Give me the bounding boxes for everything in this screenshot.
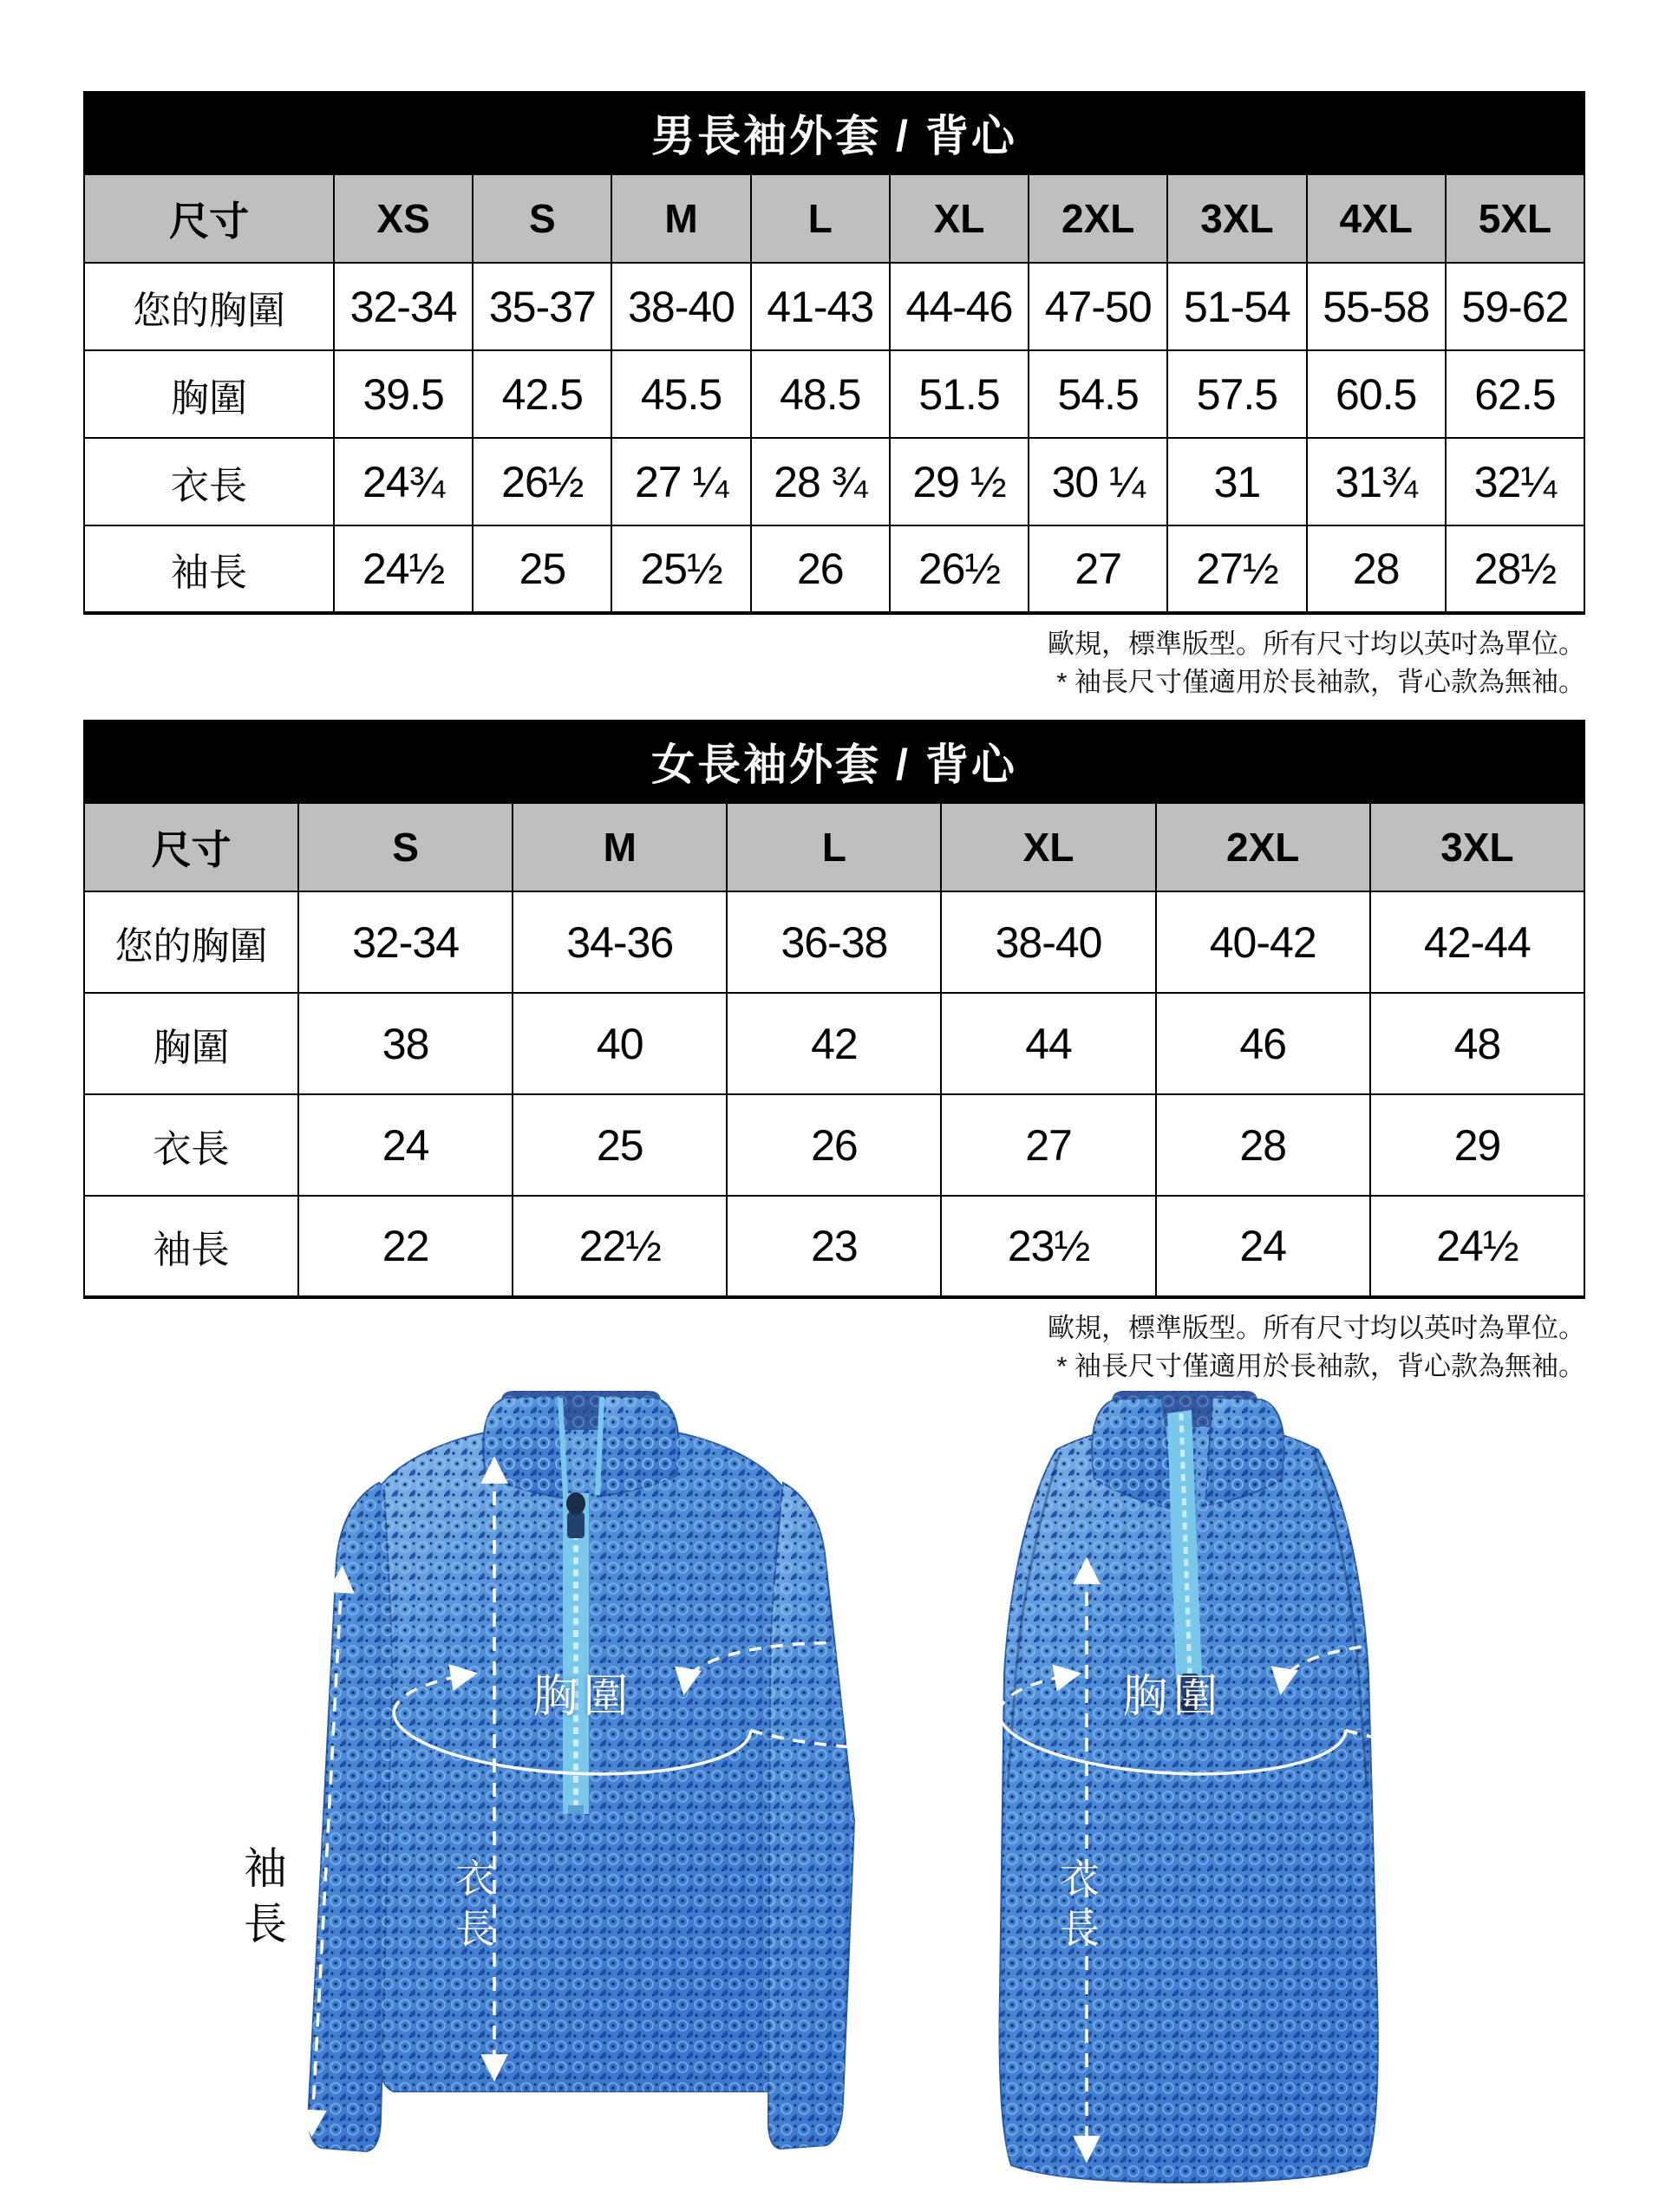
corner-header-cell: 尺寸 — [84, 803, 298, 891]
measurement-value-cell: 51-54 — [1167, 263, 1306, 350]
row-label-cell: 胸圍 — [84, 993, 298, 1094]
measurement-value-cell: 44 — [941, 993, 1155, 1094]
measurement-value-cell: 39.5 — [334, 350, 473, 438]
measurement-value-cell: 38-40 — [611, 263, 750, 350]
length-measure-label: 衣長 — [450, 1857, 495, 1958]
measurement-value-cell: 28 — [1307, 525, 1446, 613]
measurement-value-cell: 23 — [727, 1196, 941, 1297]
measurement-value-cell: 28½ — [1446, 525, 1584, 613]
size-header-cell: 5XL — [1446, 174, 1584, 263]
measurement-value-cell: 38 — [298, 993, 513, 1094]
measurement-value-cell: 26½ — [890, 525, 1029, 613]
measurement-value-cell: 38-40 — [941, 891, 1155, 993]
measurement-value-cell: 24¾ — [334, 438, 473, 525]
measurement-value-cell: 28 — [1156, 1094, 1370, 1196]
zipper — [563, 1492, 589, 1814]
measurement-value-cell: 24 — [298, 1094, 513, 1196]
womens-size-table — [83, 802, 1585, 1299]
row-label-cell: 胸圍 — [84, 350, 334, 438]
measurement-value-cell: 26 — [727, 1094, 941, 1196]
mens-table-title: 男長袖外套 / 背心 — [83, 91, 1585, 173]
measurement-value-cell: 31 — [1167, 438, 1306, 525]
size-header-cell: 4XL — [1307, 174, 1446, 263]
length-measure-label: 衣長 — [1055, 1857, 1100, 1958]
chest-measure-label: 胸圍 — [1122, 1672, 1224, 1722]
size-header-cell: S — [298, 803, 513, 891]
footnote-line-sleeve: * 袖長尺寸僅適用於長袖款，背心款為無袖。 — [1056, 1351, 1585, 1381]
size-header-cell: M — [611, 174, 750, 263]
measurement-value-cell: 26 — [751, 525, 890, 613]
measurement-row — [84, 263, 1584, 350]
measurement-value-cell: 32¼ — [1446, 438, 1584, 525]
mens-size-section — [83, 91, 1585, 701]
measurement-value-cell: 44-46 — [890, 263, 1029, 350]
measurement-row — [84, 438, 1584, 525]
measurement-value-cell: 51.5 — [890, 350, 1029, 438]
measurement-value-cell: 54.5 — [1029, 350, 1167, 438]
measurement-value-cell: 45.5 — [611, 350, 750, 438]
measurement-value-cell: 42.5 — [473, 350, 611, 438]
measurement-value-cell: 25½ — [611, 525, 750, 613]
size-header-cell: M — [513, 803, 727, 891]
measurement-value-cell: 27 — [1029, 525, 1167, 613]
measurement-value-cell: 42 — [727, 993, 941, 1094]
measurement-value-cell: 24½ — [1370, 1196, 1584, 1297]
measurement-value-cell: 24½ — [334, 525, 473, 613]
measurement-value-cell: 28 ¾ — [751, 438, 890, 525]
measurement-value-cell: 32-34 — [334, 263, 473, 350]
measurement-value-cell: 41-43 — [751, 263, 890, 350]
size-header-cell: 2XL — [1156, 803, 1370, 891]
mens-footnote — [83, 625, 1585, 701]
measurement-row — [84, 350, 1584, 438]
measurement-value-cell: 31¾ — [1307, 438, 1446, 525]
size-header-cell: 2XL — [1029, 174, 1167, 263]
measurement-value-cell: 29 ½ — [890, 438, 1029, 525]
row-label-cell: 您的胸圍 — [84, 891, 298, 993]
footnote-line-units: 歐規，標準版型。所有尺寸均以英吋為單位。 — [1048, 1313, 1585, 1343]
measurement-value-cell: 22 — [298, 1196, 513, 1297]
womens-footnote — [83, 1309, 1585, 1386]
measurement-value-cell: 25 — [513, 1094, 727, 1196]
measurement-value-cell: 57.5 — [1167, 350, 1306, 438]
measurement-value-cell: 55-58 — [1307, 263, 1446, 350]
mens-jacket-illustration — [286, 1377, 876, 2202]
chest-measure-label: 胸圍 — [532, 1672, 634, 1722]
zipper-pull — [566, 1492, 585, 1515]
footnote-line-units: 歐規，標準版型。所有尺寸均以英吋為單位。 — [1048, 629, 1585, 659]
size-header-cell: 3XL — [1167, 174, 1306, 263]
measurement-value-cell: 59-62 — [1446, 263, 1584, 350]
row-label-cell: 袖長 — [84, 525, 334, 613]
zipper-pull — [1181, 1694, 1199, 1715]
measurement-value-cell: 24 — [1156, 1196, 1370, 1297]
footnote-line-sleeve: * 袖長尺寸僅適用於長袖款，背心款為無袖。 — [1056, 667, 1585, 697]
measurement-value-cell: 40-42 — [1156, 891, 1370, 993]
measurement-value-cell: 30 ¼ — [1029, 438, 1167, 525]
measurement-value-cell: 25 — [473, 525, 611, 613]
measurement-value-cell: 36-38 — [727, 891, 941, 993]
vest-illustration — [950, 1377, 1453, 2202]
row-label-cell: 衣長 — [84, 438, 334, 525]
measurement-value-cell: 35-37 — [473, 263, 611, 350]
sleeve-measure-label: 袖長 — [238, 1845, 286, 1956]
measurement-value-cell: 26½ — [473, 438, 611, 525]
measurement-value-cell: 22½ — [513, 1196, 727, 1297]
size-header-row — [84, 174, 1584, 263]
size-header-cell: XL — [941, 803, 1155, 891]
measurement-value-cell: 48.5 — [751, 350, 890, 438]
measurement-value-cell: 29 — [1370, 1094, 1584, 1196]
size-header-cell: L — [751, 174, 890, 263]
womens-size-section — [83, 720, 1585, 1386]
row-label-cell: 袖長 — [84, 1196, 298, 1297]
measurement-value-cell: 40 — [513, 993, 727, 1094]
zipper-slider — [1181, 1674, 1199, 1698]
size-header-cell: XL — [890, 174, 1029, 263]
measurement-row — [84, 1094, 1584, 1196]
measurement-value-cell: 48 — [1370, 993, 1584, 1094]
measurement-value-cell: 27 — [941, 1094, 1155, 1196]
size-header-cell: XS — [334, 174, 473, 263]
row-label-cell: 您的胸圍 — [84, 263, 334, 350]
measurement-value-cell: 62.5 — [1446, 350, 1584, 438]
measurement-row — [84, 1196, 1584, 1297]
measurement-value-cell: 46 — [1156, 993, 1370, 1094]
corner-header-cell: 尺寸 — [84, 174, 334, 263]
measurement-value-cell: 27½ — [1167, 525, 1306, 613]
measurement-row — [84, 993, 1584, 1094]
size-header-row — [84, 803, 1584, 891]
measurement-value-cell: 32-34 — [298, 891, 513, 993]
measurement-value-cell: 34-36 — [513, 891, 727, 993]
zipper-slider — [567, 1512, 585, 1538]
measurement-row — [84, 891, 1584, 993]
measurement-value-cell: 27 ¼ — [611, 438, 750, 525]
mens-size-table — [83, 173, 1585, 615]
measurement-value-cell: 47-50 — [1029, 263, 1167, 350]
measurement-row — [84, 525, 1584, 613]
size-header-cell: 3XL — [1370, 803, 1584, 891]
measurement-value-cell: 60.5 — [1307, 350, 1446, 438]
measurement-value-cell: 42-44 — [1370, 891, 1584, 993]
size-header-cell: L — [727, 803, 941, 891]
size-header-cell: S — [473, 174, 611, 263]
measurement-value-cell: 23½ — [941, 1196, 1155, 1297]
womens-table-title: 女長袖外套 / 背心 — [83, 720, 1585, 802]
row-label-cell: 衣長 — [84, 1094, 298, 1196]
